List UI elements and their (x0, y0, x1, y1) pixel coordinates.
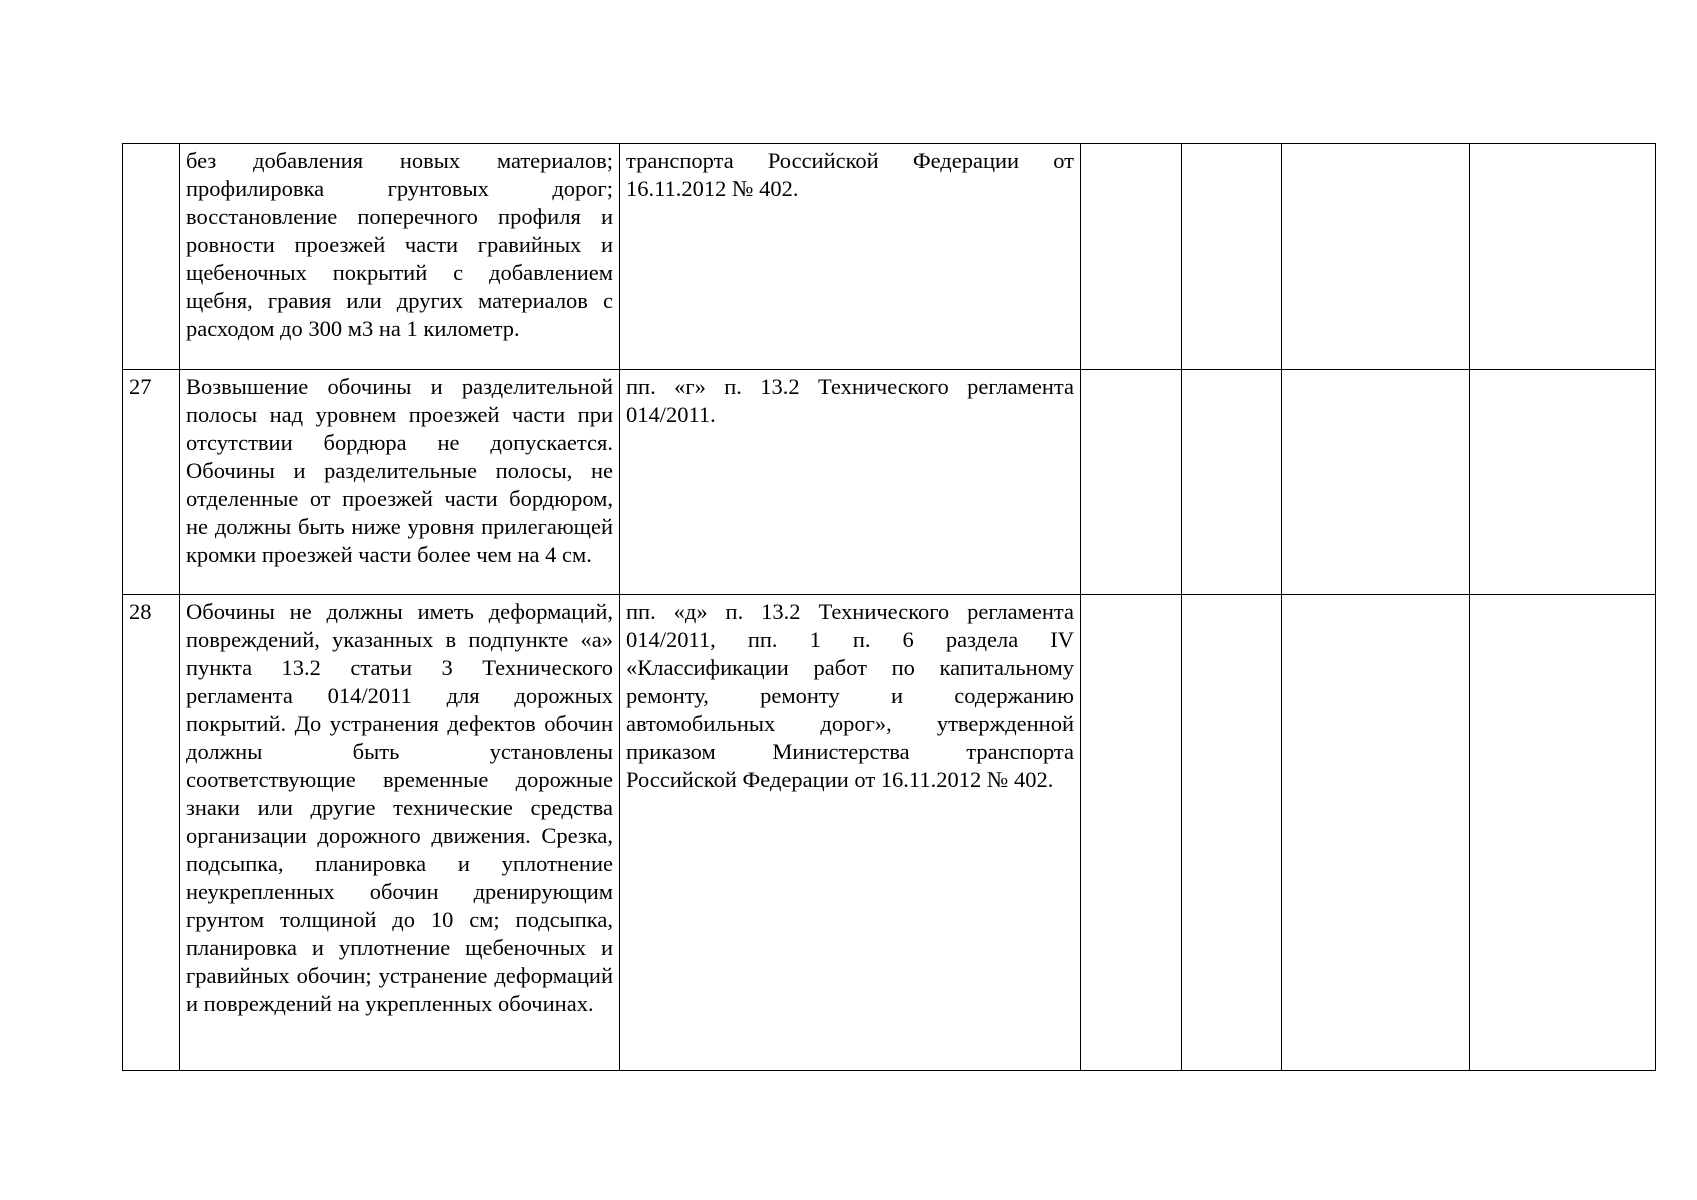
empty-cell (1282, 144, 1470, 370)
reference-text: пп. «г» п. 13.2 Технического регламента 014/2011. (626, 374, 1074, 427)
reference-text: пп. «д» п. 13.2 Технического регламента 014/2011, пп. 1 п. 6 раздела IV «Классификации работ по капитальному ремонту, ремонту и содержанию автомобильных дорог», утвержденной приказом Министерства транспорта Российской Федерации от 16.11.2012 № 402. (626, 599, 1074, 792)
row-number-cell (123, 370, 180, 595)
row-number: 27 (129, 374, 152, 399)
empty-cell (1182, 595, 1282, 1071)
empty-cell (1182, 370, 1282, 595)
empty-cell (1081, 370, 1182, 595)
empty-cell (1470, 370, 1656, 595)
empty-cell (1470, 595, 1656, 1071)
row-number-cell (123, 144, 180, 370)
empty-cell (1282, 370, 1470, 595)
empty-cell (1081, 595, 1182, 1071)
requirement-cell (180, 144, 620, 370)
empty-cell (1282, 595, 1470, 1071)
row-number-cell (123, 595, 180, 1071)
requirement-text: без добавления новых материалов; профилировка грунтовых дорог; восстановление поперечного профиля и ровности проезжей части гравийных и щебеночных покрытий с добавлением щебня, гравия или других материалов с расходом до 300 м3 на 1 километр. (186, 148, 613, 341)
requirement-text: Обочины не должны иметь деформаций, повреждений, указанных в подпункте «а» пункта 13.2 статьи 3 Технического регламента 014/2011 для дорожных покрытий. До устранения дефектов обочин должны быть установлены соответствующие временные дорожные знаки или другие технические средства организации дорожного движения. Срезка, подсыпка, планировка и уплотнение неукрепленных обочин дренирующим грунтом толщиной до 10 см; подсыпка, планировка и уплотнение щебеночных и гравийных обочин; устранение деформаций и повреждений на укрепленных обочинах. (186, 599, 613, 1016)
empty-cell (1081, 144, 1182, 370)
table-row (123, 370, 1656, 595)
requirement-cell (180, 595, 620, 1071)
empty-cell (1182, 144, 1282, 370)
reference-cell (620, 370, 1081, 595)
empty-cell (1470, 144, 1656, 370)
table-row (123, 595, 1656, 1071)
reference-cell (620, 144, 1081, 370)
reference-text: транспорта Российской Федерации от 16.11.2012 № 402. (626, 148, 1074, 201)
row-number: 28 (129, 599, 152, 624)
requirement-text: Возвышение обочины и разделительной полосы над уровнем проезжей части при отсутствии бордюра не допускается. Обочины и разделительные полосы, не отделенные от проезжей части бордюром, не должны быть ниже уровня прилегающей кромки проезжей части более чем на 4 см. (186, 374, 613, 567)
reference-cell (620, 595, 1081, 1071)
requirement-cell (180, 370, 620, 595)
requirements-table (122, 143, 1656, 1071)
table-row (123, 144, 1656, 370)
